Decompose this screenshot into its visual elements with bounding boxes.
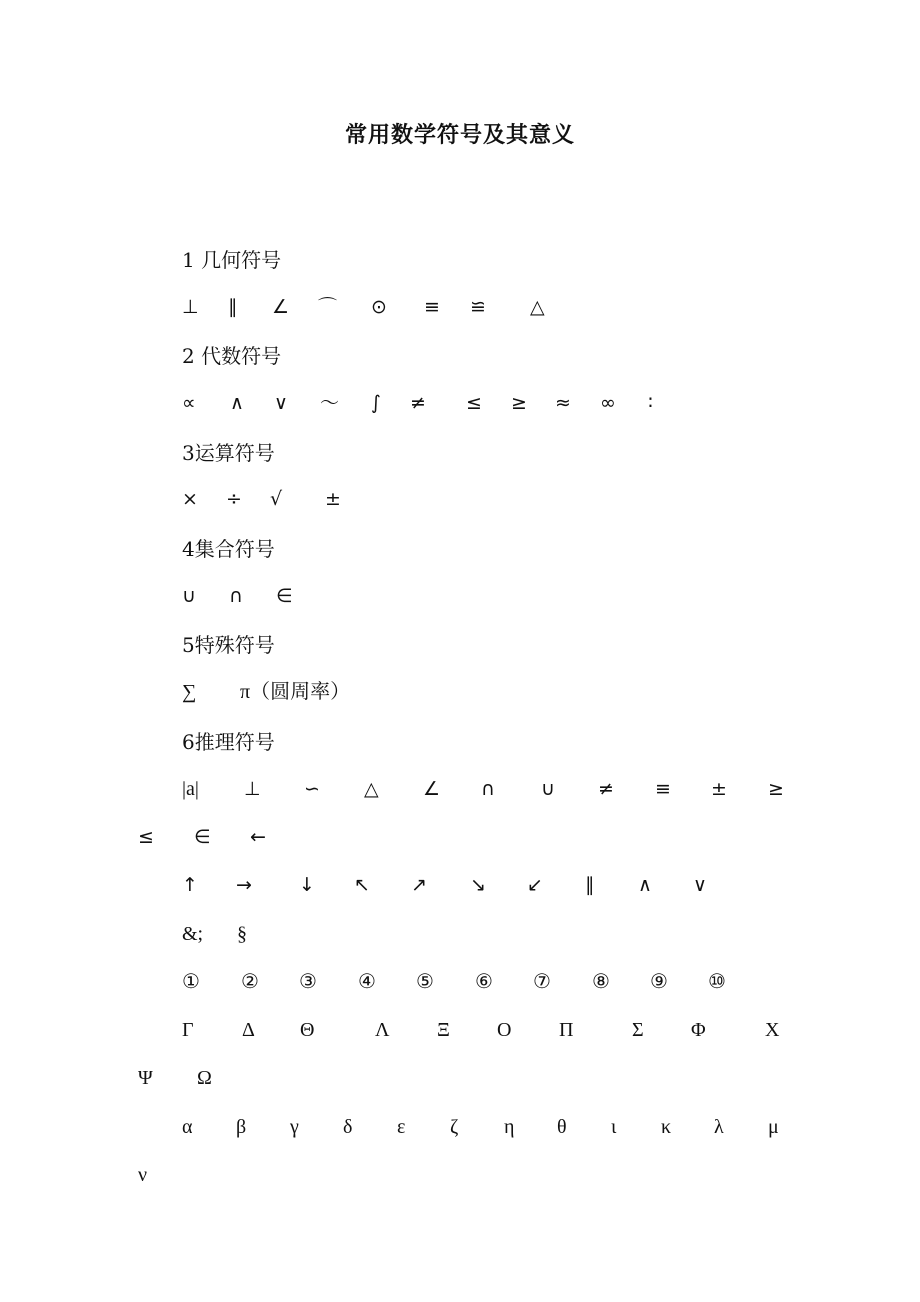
symbol: →	[236, 874, 252, 896]
symbol: ①	[182, 971, 200, 993]
symbol-row-reasoning-8	[0, 1112, 920, 1142]
symbol: ∠	[423, 778, 441, 800]
symbol: Ω	[197, 1067, 212, 1089]
symbol: ～	[320, 392, 340, 414]
page-title: 常用数学符号及其意义	[344, 122, 575, 148]
symbol-row-algebra	[0, 388, 920, 418]
symbol: ⌒	[318, 296, 338, 318]
symbol: ∫	[371, 392, 381, 414]
symbol: Χ	[765, 1019, 780, 1041]
symbol: ⑧	[592, 971, 610, 993]
symbol: ≤	[138, 826, 154, 848]
symbol: √	[270, 488, 283, 510]
symbol-row-reasoning-4	[0, 919, 920, 949]
symbol: ε	[397, 1116, 406, 1138]
symbol: ÷	[226, 488, 242, 510]
symbol-row-special	[0, 677, 920, 707]
symbol-row-reasoning-7	[0, 1063, 920, 1093]
symbol: Θ	[300, 1019, 315, 1041]
symbol: ∑	[182, 681, 197, 703]
symbol: ②	[241, 971, 259, 993]
symbol-row-reasoning-6	[0, 1015, 920, 1045]
symbol: ←	[250, 826, 266, 848]
symbol: ↖	[354, 874, 370, 896]
symbol: ∈	[194, 826, 211, 848]
symbol: △	[530, 296, 545, 318]
symbol: λ	[714, 1116, 724, 1138]
symbol: ≡	[655, 778, 671, 800]
symbol: ≈	[555, 392, 571, 414]
symbol: ④	[358, 971, 376, 993]
symbol: ∩	[481, 778, 495, 800]
symbol-row-set	[0, 581, 920, 611]
symbol: μ	[768, 1116, 779, 1138]
symbol: ≌	[470, 296, 486, 318]
section-heading-operation: 3运算符号	[182, 441, 275, 465]
symbol: ∈	[276, 585, 293, 607]
symbol-row-geometry	[0, 292, 920, 322]
symbol: §	[237, 923, 247, 945]
symbol: Φ	[691, 1019, 706, 1041]
symbol: ×	[182, 488, 198, 510]
symbol: ∩	[229, 585, 243, 607]
symbol: ⑦	[533, 971, 551, 993]
symbol-row-reasoning-5	[0, 967, 920, 997]
section-heading-algebra: 2 代数符号	[182, 344, 282, 368]
symbol: ∝	[182, 392, 196, 414]
symbol: ∪	[541, 778, 555, 800]
symbol: β	[236, 1116, 247, 1138]
symbol-row-reasoning-9	[0, 1160, 920, 1190]
symbol: Δ	[242, 1019, 255, 1041]
symbol: ν	[138, 1164, 148, 1186]
symbol: Σ	[632, 1019, 644, 1041]
symbol: θ	[557, 1116, 567, 1138]
symbol: ∨	[693, 874, 707, 896]
symbol: ≠	[598, 778, 614, 800]
symbol: Γ	[182, 1019, 194, 1041]
symbol: ⊙	[371, 296, 387, 318]
symbol-row-reasoning-3	[0, 870, 920, 900]
symbol: ≥	[768, 778, 784, 800]
section-heading-reasoning: 6推理符号	[182, 730, 275, 754]
symbol: ⊥	[182, 296, 199, 318]
symbol: ≤	[466, 392, 482, 414]
symbol: Ο	[497, 1019, 512, 1041]
symbol: ι	[611, 1116, 617, 1138]
symbol: ∽	[304, 778, 320, 800]
symbol: ↘	[470, 874, 486, 896]
symbol: ∥	[585, 874, 595, 896]
symbol: ∪	[182, 585, 196, 607]
symbol: ∧	[638, 874, 652, 896]
symbol-row-reasoning-1	[0, 774, 920, 804]
symbol: ∧	[230, 392, 244, 414]
symbol: Λ	[375, 1019, 390, 1041]
symbol: ⑨	[650, 971, 668, 993]
symbol: ≡	[424, 296, 440, 318]
symbol: ±	[711, 778, 727, 800]
symbol: ζ	[450, 1116, 459, 1138]
symbol: ⑤	[416, 971, 434, 993]
symbol: ↙	[527, 874, 543, 896]
symbol: γ	[290, 1116, 299, 1138]
symbol: ≠	[410, 392, 426, 414]
section-heading-geometry: 1 几何符号	[182, 248, 282, 272]
section-heading-set: 4集合符号	[182, 537, 275, 561]
symbol: ±	[325, 488, 341, 510]
symbol: ∞	[600, 392, 616, 414]
symbol-row-reasoning-2	[0, 822, 920, 852]
symbol-row-operation	[0, 484, 920, 514]
symbol: ↑	[182, 874, 198, 896]
section-heading-special: 5特殊符号	[182, 633, 275, 657]
symbol: ≥	[511, 392, 527, 414]
symbol: ⊥	[244, 778, 261, 800]
symbol: |a|	[182, 778, 199, 800]
symbol: ∠	[272, 296, 290, 318]
symbol: ⑩	[708, 971, 726, 993]
symbol: ↗	[411, 874, 427, 896]
symbol: π（圆周率）	[240, 681, 351, 703]
symbol: Π	[559, 1019, 574, 1041]
symbol: ∨	[274, 392, 288, 414]
symbol: ⑥	[475, 971, 493, 993]
symbol: &;	[182, 923, 204, 945]
symbol: ③	[299, 971, 317, 993]
symbol: △	[364, 778, 379, 800]
symbol: ∥	[228, 296, 238, 318]
symbol: α	[182, 1116, 193, 1138]
symbol: ↓	[299, 874, 315, 896]
symbol: Ψ	[138, 1067, 153, 1089]
symbol: η	[504, 1116, 515, 1138]
symbol: κ	[661, 1116, 672, 1138]
symbol: Ξ	[437, 1019, 450, 1041]
symbol: ∶	[648, 392, 653, 414]
symbol: δ	[343, 1116, 353, 1138]
